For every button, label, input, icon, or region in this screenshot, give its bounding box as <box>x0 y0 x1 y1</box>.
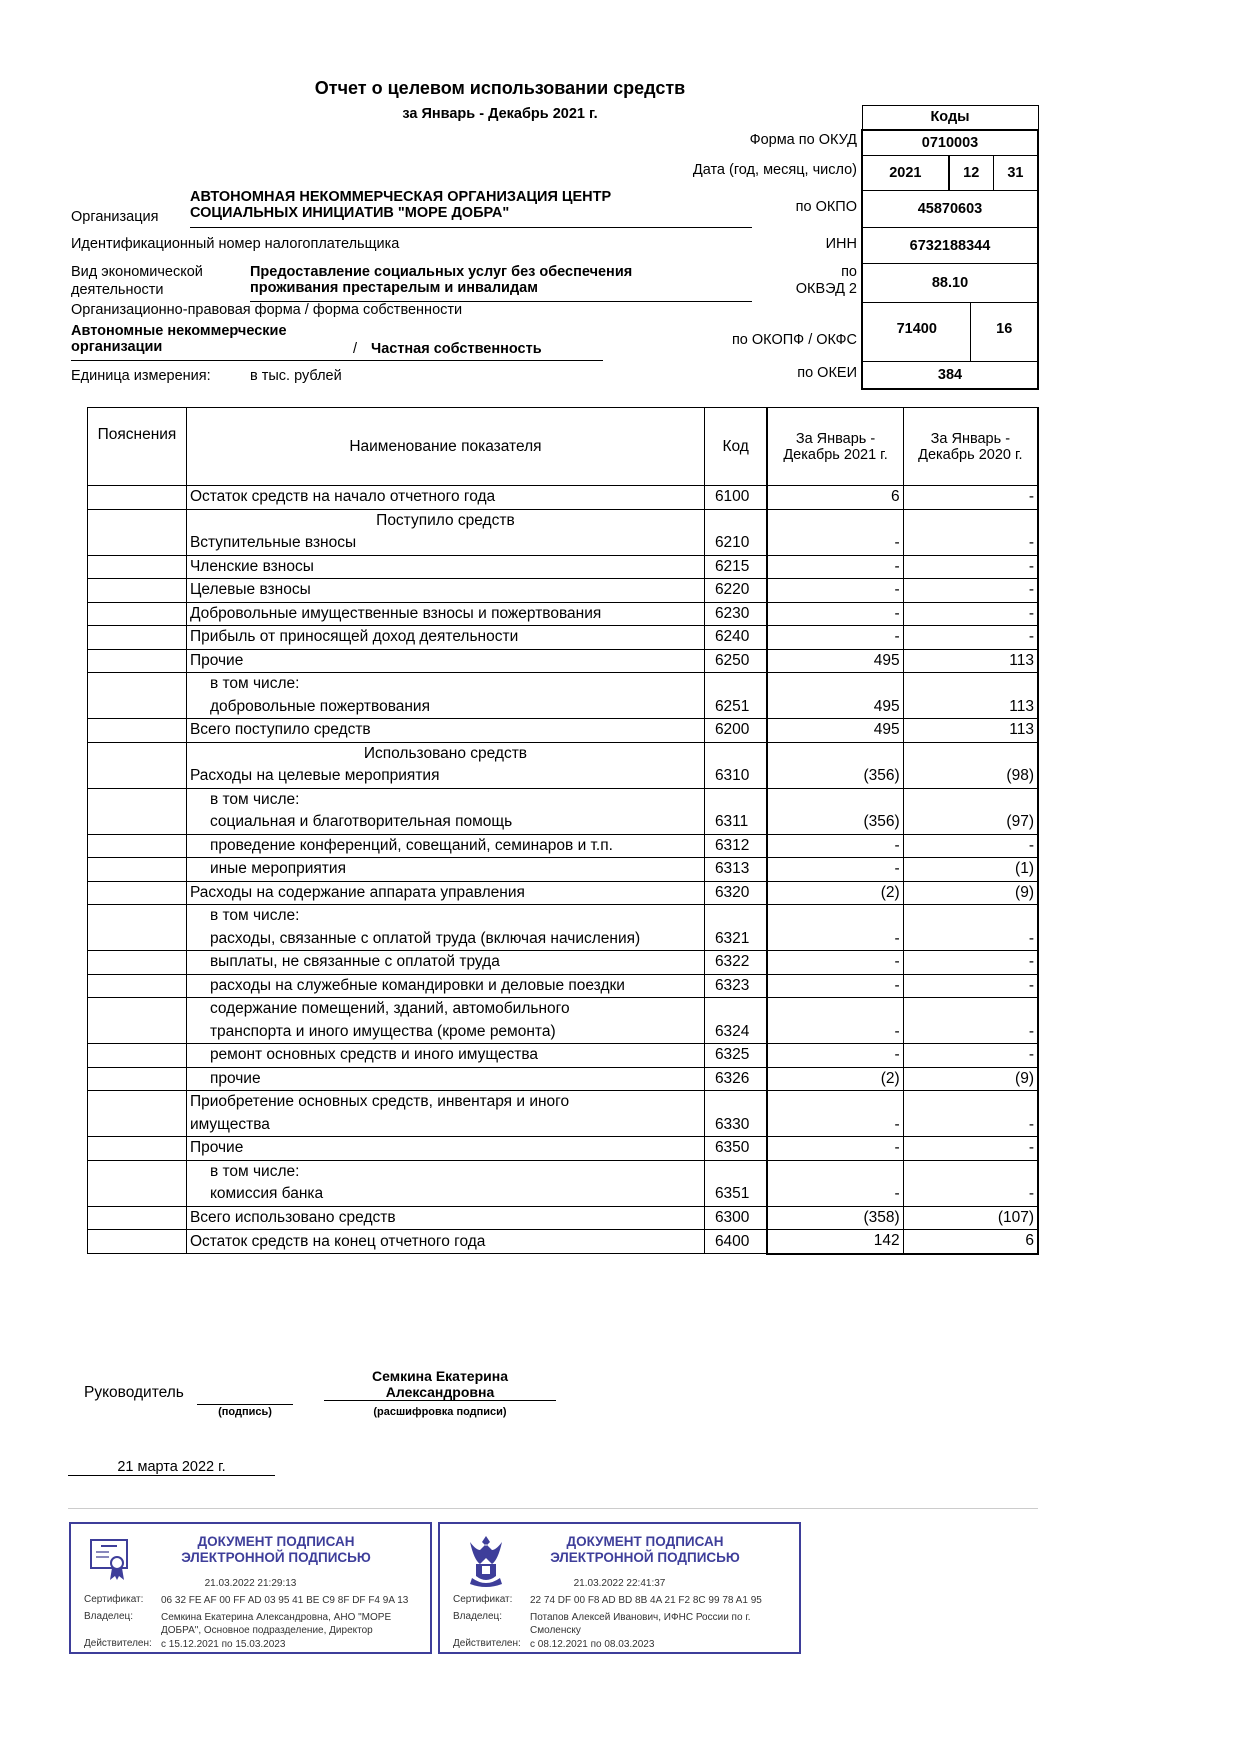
indicator-cell <box>186 1206 704 1230</box>
activity-label-1: Вид экономической <box>71 264 203 280</box>
okpo-label: по ОКПО <box>795 199 857 215</box>
header-code: Код <box>704 408 767 486</box>
table-row <box>88 1091 1039 1137</box>
table-row <box>88 555 1039 579</box>
unit-value: в тыс. рублей <box>250 368 342 384</box>
table-row <box>88 626 1039 650</box>
value-2021: - <box>767 602 903 626</box>
table-row <box>88 1206 1039 1230</box>
table-row <box>88 834 1039 858</box>
indicator-cell <box>186 719 704 743</box>
indicator-name: Прибыль от приносящей доход деятельности <box>189 628 519 645</box>
date-month: 12 <box>949 156 994 191</box>
value-2020: (9) <box>903 881 1038 905</box>
codes-table <box>861 105 1039 390</box>
value-2020: 113 <box>903 673 1038 719</box>
indicator-cell <box>186 998 704 1044</box>
value-2021: - <box>767 579 903 603</box>
table-row <box>88 1137 1039 1161</box>
notes-cell <box>88 974 187 998</box>
header-notes: Пояснения <box>88 408 187 486</box>
notes-cell <box>88 555 187 579</box>
row-code: 6322 <box>704 951 767 975</box>
notes-cell <box>88 719 187 743</box>
notes-cell <box>88 1160 187 1206</box>
indicator-cell <box>186 788 704 834</box>
value-2021: - <box>767 626 903 650</box>
notes-cell <box>88 881 187 905</box>
row-code: 6300 <box>704 1206 767 1230</box>
indicator-cell <box>186 1230 704 1254</box>
notes-cell <box>88 858 187 882</box>
value-2020: - <box>903 555 1038 579</box>
signature-line <box>197 1386 293 1405</box>
signature-caption: (подпись) <box>218 1406 272 1418</box>
e-signature-stamp-2 <box>438 1522 801 1654</box>
notes-cell <box>88 602 187 626</box>
value-2021: 142 <box>767 1230 903 1254</box>
okopf-label: по ОКОПФ / ОКФС <box>731 332 857 348</box>
notes-cell <box>88 834 187 858</box>
legal-form-line-1: Автономные некоммерческие <box>71 323 287 339</box>
indicator-cell <box>186 858 704 882</box>
signer-role: Руководитель <box>84 1384 184 1401</box>
indicator-cell <box>186 509 704 555</box>
indicator-name: Добровольные имущественные взносы и пожертвования <box>189 604 602 622</box>
okpo-value: 45870603 <box>862 191 1038 228</box>
activity-line-2: проживания престарелым и инвалидам <box>250 280 538 296</box>
header-2021: За Январь - Декабрь 2021 г. <box>767 408 903 486</box>
table-row <box>88 1044 1039 1068</box>
indicator-name: Членские взносы <box>189 557 314 575</box>
okopf-value: 71400 <box>862 303 971 362</box>
value-2020: - <box>903 1091 1038 1137</box>
table-row <box>88 579 1039 603</box>
row-code: 6320 <box>704 881 767 905</box>
row-code: 6250 <box>704 649 767 673</box>
stamp-title-1: ДОКУМЕНТ ПОДПИСАН <box>197 1534 355 1549</box>
value-2021: (2) <box>767 881 903 905</box>
notes-cell <box>88 649 187 673</box>
indicator-cell <box>186 626 704 650</box>
cert-value: 06 32 FE AF 00 FF AD 03 95 41 BE C9 8F DF F4 9A 13 <box>161 1595 409 1606</box>
indicator-cell <box>186 1091 704 1137</box>
activity-label-2: деятельности <box>71 282 164 298</box>
indicator-name: расходы, связанные с оплатой труда (включая начисления) <box>209 929 641 947</box>
value-2021: - <box>767 1137 903 1161</box>
value-2020: (9) <box>903 1067 1038 1091</box>
okved-value: 88.10 <box>862 264 1038 303</box>
notes-cell <box>88 742 187 788</box>
legal-form-label: Организационно-правовая форма / форма собственности <box>71 302 463 318</box>
row-code: 6240 <box>704 626 767 650</box>
row-code: 6215 <box>704 555 767 579</box>
subitem-caption: в том числе: <box>209 1162 300 1180</box>
signer-name-line-1: Семкина Екатерина <box>372 1368 508 1384</box>
value-2020: - <box>903 905 1038 951</box>
indicator-name: Остаток средств на начало отчетного года <box>189 488 496 505</box>
value-2021: - <box>767 834 903 858</box>
e-signature-stamp-1 <box>69 1522 432 1654</box>
taxpayer-id-label: Идентификационный номер налогоплательщика <box>71 236 400 252</box>
okved-label-1: по <box>841 264 857 280</box>
value-2021: 495 <box>767 673 903 719</box>
value-2021: - <box>767 1044 903 1068</box>
indicator-cell <box>186 1044 704 1068</box>
separator <box>68 1508 1038 1509</box>
certificate-icon <box>89 1538 129 1582</box>
indicator-cell <box>186 974 704 998</box>
indicator-name: добровольные пожертвования <box>209 697 430 715</box>
value-2021: (356) <box>767 742 903 788</box>
value-2021: - <box>767 858 903 882</box>
indicator-name: Прочие <box>189 1139 244 1156</box>
owner-label: Владелец: <box>84 1611 134 1622</box>
row-code: 6350 <box>704 1137 767 1161</box>
table-row <box>88 905 1039 951</box>
value-2020: - <box>903 951 1038 975</box>
inn-code-label: ИНН <box>825 236 857 252</box>
table-row <box>88 486 1039 510</box>
notes-cell <box>88 998 187 1044</box>
notes-cell <box>88 788 187 834</box>
table-row <box>88 602 1039 626</box>
indicator-cell <box>186 1067 704 1091</box>
codes-heading: Коды <box>862 106 1038 130</box>
indicator-cell <box>186 951 704 975</box>
subitem-caption: в том числе: <box>209 790 300 808</box>
row-code: 6310 <box>704 742 767 788</box>
indicator-name: Целевые взносы <box>189 581 311 598</box>
legal-form-line-2: организации <box>71 339 163 355</box>
indicator-cell <box>186 742 704 788</box>
indicator-name: Расходы на целевые мероприятия <box>189 767 440 784</box>
subitem-caption: в том числе: <box>209 675 300 692</box>
table-row <box>88 974 1039 998</box>
value-2020: - <box>903 626 1038 650</box>
notes-cell <box>88 509 187 555</box>
value-2020: 113 <box>903 649 1038 673</box>
indicator-name: выплаты, не связанные с оплатой труда <box>209 953 500 970</box>
report-period: за Январь - Декабрь 2021 г. <box>402 106 598 122</box>
valid-value: с 08.12.2021 по 08.03.2023 <box>530 1639 655 1650</box>
indicator-cell <box>186 673 704 719</box>
funds-usage-table <box>87 407 1039 1255</box>
table-body <box>88 486 1039 1254</box>
section-heading: Поступило средств <box>376 511 515 529</box>
value-2020: - <box>903 486 1038 510</box>
date-label: Дата (год, месяц, число) <box>692 162 857 178</box>
indicator-cell <box>186 486 704 510</box>
legal-form-field <box>71 323 603 361</box>
valid-label: Действителен: <box>453 1638 521 1649</box>
signer-name-line-2: Александровна <box>385 1384 495 1400</box>
row-code: 6251 <box>704 673 767 719</box>
indicator-cell <box>186 905 704 951</box>
notes-cell <box>88 1091 187 1137</box>
indicator-name: комиссия банка <box>209 1185 324 1202</box>
value-2021: - <box>767 998 903 1044</box>
okud-value: 0710003 <box>862 130 1038 156</box>
value-2021: - <box>767 1091 903 1137</box>
row-code: 6330 <box>704 1091 767 1137</box>
notes-cell <box>88 1067 187 1091</box>
indicator-name: Всего использовано средств <box>189 1208 396 1226</box>
ownership-form: Частная собственность <box>371 341 542 357</box>
okei-label: по ОКЕИ <box>797 365 857 381</box>
date-year: 2021 <box>862 156 949 191</box>
table-row <box>88 1067 1039 1091</box>
row-code: 6313 <box>704 858 767 882</box>
cert-label: Сертификат: <box>453 1594 513 1605</box>
date-day: 31 <box>993 156 1038 191</box>
okei-value: 384 <box>862 362 1038 389</box>
value-2020: - <box>903 974 1038 998</box>
indicator-name: расходы на служебные командировки и деловые поездки <box>209 976 625 994</box>
value-2020: - <box>903 1137 1038 1161</box>
report-title: Отчет о целевом использовании средств <box>314 78 686 98</box>
activity-line-1: Предоставление социальных услуг без обеспечения <box>250 264 633 280</box>
notes-cell <box>88 1044 187 1068</box>
indicator-name: проведение конференций, совещаний, семинаров и т.п. <box>209 836 613 854</box>
indicator-cell <box>186 1160 704 1206</box>
indicator-cell <box>186 649 704 673</box>
value-2021: - <box>767 974 903 998</box>
row-code: 6323 <box>704 974 767 998</box>
owner-value: Семкина Екатерина Александровна, АНО "МОРЕ ДОБРА", Основное подразделение, Директор <box>161 1612 392 1636</box>
indicator-name: Прочие <box>189 651 244 669</box>
org-name-field <box>190 189 752 228</box>
row-code: 6220 <box>704 579 767 603</box>
value-2021: (358) <box>767 1206 903 1230</box>
value-2020: 113 <box>903 719 1038 743</box>
row-code: 6311 <box>704 788 767 834</box>
row-code: 6312 <box>704 834 767 858</box>
org-name-line-1: АВТОНОМНАЯ НЕКОММЕРЧЕСКАЯ ОРГАНИЗАЦИЯ ЦЕНТР <box>190 189 612 205</box>
row-code: 6230 <box>704 602 767 626</box>
value-2020: - <box>903 579 1038 603</box>
section-heading: Использовано средств <box>363 744 528 762</box>
row-code: 6400 <box>704 1230 767 1254</box>
valid-label: Действителен: <box>84 1638 152 1649</box>
value-2020: - <box>903 1044 1038 1068</box>
table-row <box>88 881 1039 905</box>
indicator-cell <box>186 555 704 579</box>
stamp-title-2: ЭЛЕКТРОННОЙ ПОДПИСЬЮ <box>181 1550 371 1565</box>
indicator-name: Вступительные взносы <box>189 534 357 551</box>
header-indicator: Наименование показателя <box>186 408 704 486</box>
table-header-row <box>88 408 1039 486</box>
table-row <box>88 788 1039 834</box>
indicator-cell <box>186 1137 704 1161</box>
indicator-cell <box>186 834 704 858</box>
notes-cell <box>88 1137 187 1161</box>
notes-cell <box>88 673 187 719</box>
table-row <box>88 858 1039 882</box>
value-2021: - <box>767 951 903 975</box>
notes-cell <box>88 905 187 951</box>
row-code: 6321 <box>704 905 767 951</box>
indicator-name: Расходы на содержание аппарата управления <box>189 883 525 901</box>
value-2020: - <box>903 1160 1038 1206</box>
value-2021: 495 <box>767 649 903 673</box>
table-row <box>88 1160 1039 1206</box>
value-2020: - <box>903 998 1038 1044</box>
table-row <box>88 742 1039 788</box>
stamp-timestamp: 21.03.2022 22:41:37 <box>573 1578 666 1589</box>
value-2020: (1) <box>903 858 1038 882</box>
value-2021: - <box>767 555 903 579</box>
cert-label: Сертификат: <box>84 1594 144 1605</box>
indicator-name: иные мероприятия <box>209 860 346 877</box>
table-row <box>88 719 1039 743</box>
unit-label: Единица измерения: <box>71 368 211 384</box>
value-2021: - <box>767 1160 903 1206</box>
header-2020: За Январь - Декабрь 2020 г. <box>903 408 1038 486</box>
value-2020: - <box>903 834 1038 858</box>
value-2021: (356) <box>767 788 903 834</box>
owner-value: Потапов Алексей Иванович, ИФНС России по г. Смоленску <box>530 1612 751 1636</box>
name-caption: (расшифровка подписи) <box>373 1406 507 1418</box>
okfs-value: 16 <box>971 303 1038 362</box>
owner-label: Владелец: <box>453 1611 503 1622</box>
value-2021: (2) <box>767 1067 903 1091</box>
value-2020: - <box>903 509 1038 555</box>
table-row <box>88 951 1039 975</box>
row-code: 6351 <box>704 1160 767 1206</box>
notes-cell <box>88 579 187 603</box>
activity-field <box>250 264 752 302</box>
signer-name <box>324 1368 556 1401</box>
notes-cell <box>88 486 187 510</box>
okved-label-2: ОКВЭД 2 <box>795 281 857 297</box>
value-2020: (107) <box>903 1206 1038 1230</box>
valid-value: с 15.12.2021 по 15.03.2023 <box>161 1639 286 1650</box>
indicator-name: социальная и благотворительная помощь <box>209 813 513 830</box>
cert-value: 22 74 DF 00 F8 AD BD 8B 4A 21 F2 8C 99 78 A1 95 <box>530 1595 762 1606</box>
indicator-name: Всего поступило средств <box>189 721 371 738</box>
legal-form-separator: / <box>353 341 358 357</box>
table-row <box>88 1230 1039 1254</box>
indicator-name: Остаток средств на конец отчетного года <box>189 1232 486 1250</box>
row-code: 6326 <box>704 1067 767 1091</box>
table-row <box>88 509 1039 555</box>
value-2021: - <box>767 905 903 951</box>
table-row <box>88 649 1039 673</box>
org-name-line-2: СОЦИАЛЬНЫХ ИНИЦИАТИВ "МОРЕ ДОБРА" <box>190 205 510 221</box>
table-row <box>88 998 1039 1044</box>
notes-cell <box>88 1206 187 1230</box>
row-code: 6200 <box>704 719 767 743</box>
inn-value: 6732188344 <box>862 228 1038 264</box>
value-2021: 495 <box>767 719 903 743</box>
value-2020: - <box>903 602 1038 626</box>
notes-cell <box>88 626 187 650</box>
indicator-name: Приобретение основных средств, инвентаря и иного имущества <box>189 1093 570 1133</box>
indicator-name: ремонт основных средств и иного имущества <box>209 1046 539 1063</box>
table-row <box>88 673 1039 719</box>
row-code: 6210 <box>704 509 767 555</box>
subitem-caption: в том числе: <box>209 907 300 924</box>
value-2021: 6 <box>767 486 903 510</box>
okud-label: Форма по ОКУД <box>749 132 857 148</box>
value-2020: (97) <box>903 788 1038 834</box>
notes-cell <box>88 951 187 975</box>
indicator-cell <box>186 579 704 603</box>
notes-cell <box>88 1230 187 1254</box>
indicator-cell <box>186 602 704 626</box>
value-2021: - <box>767 509 903 555</box>
indicator-name: прочие <box>209 1069 261 1087</box>
row-code: 6325 <box>704 1044 767 1068</box>
value-2020: (98) <box>903 742 1038 788</box>
stamp-title-2: ЭЛЕКТРОННОЙ ПОДПИСЬЮ <box>550 1550 740 1565</box>
stamp-title-1: ДОКУМЕНТ ПОДПИСАН <box>566 1534 724 1549</box>
org-label: Организация <box>71 209 159 225</box>
row-code: 6100 <box>704 486 767 510</box>
stamp-timestamp: 21.03.2022 21:29:13 <box>204 1578 297 1589</box>
indicator-name: содержание помещений, зданий, автомобильного транспорта и иного имущества (кроме ремонта) <box>209 1000 570 1040</box>
row-code: 6324 <box>704 998 767 1044</box>
sign-date: 21 марта 2022 г. <box>68 1459 275 1476</box>
value-2020: 6 <box>903 1230 1038 1254</box>
indicator-cell <box>186 881 704 905</box>
